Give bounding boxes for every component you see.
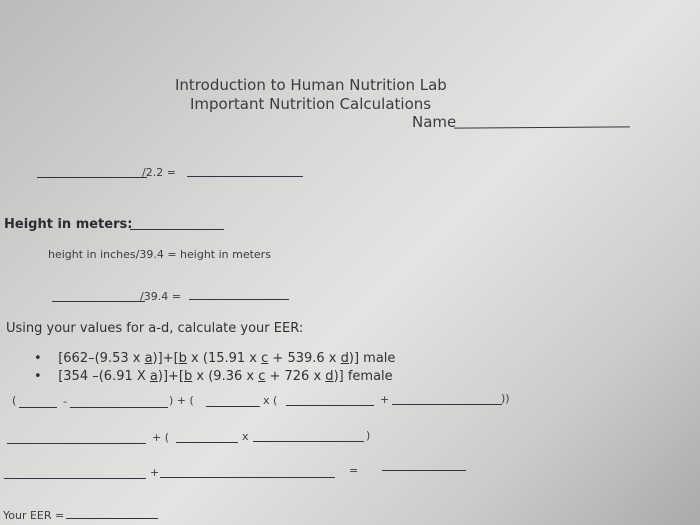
name-blank[interactable]	[454, 126, 630, 128]
female-formula: • [354 –(6.91 X a)]+[b x (9.36 x c + 726 x d)] female	[34, 369, 393, 384]
page-subtitle: Important Nutrition Calculations	[190, 95, 432, 113]
bullet: •	[34, 351, 42, 366]
height-inches-blank[interactable]	[52, 301, 145, 302]
row1-close-plus: ) + (	[169, 394, 194, 407]
row3-equals: =	[349, 464, 359, 477]
row2-blank-3[interactable]	[253, 441, 364, 442]
lab-title: Introduction to Human Nutrition Lab	[175, 76, 447, 94]
height-result-blank[interactable]	[189, 299, 289, 300]
row1-plus: +	[380, 393, 390, 406]
height-divisor: /39.4 =	[140, 290, 181, 303]
row1-blank-1[interactable]	[19, 407, 57, 408]
height-formula: height in inches/39.4 = height in meters	[48, 248, 271, 261]
name-label: Name	[412, 113, 457, 131]
row1-blank-5[interactable]	[392, 404, 502, 405]
weight-pounds-blank[interactable]	[37, 177, 147, 178]
row1-open-paren: (	[12, 394, 17, 407]
weight-divisor: /2.2 =	[142, 166, 176, 179]
row3-blank-1[interactable]	[4, 478, 146, 479]
height-heading	[4, 217, 132, 232]
row1-blank-2[interactable]	[70, 407, 168, 408]
male-formula: • [662–(9.53 x a)]+[b x (15.91 x c + 539.6 x d)] male	[34, 351, 396, 366]
row1-blank-3[interactable]	[206, 406, 260, 407]
row3-plus: +	[150, 466, 160, 479]
height-label: Height in meters:	[4, 217, 133, 232]
row2-blank-2[interactable]	[176, 442, 238, 443]
row1-end-parens: ))	[501, 392, 510, 405]
row2-blank-1[interactable]	[7, 443, 146, 444]
your-eer-label: Your EER =	[3, 509, 65, 522]
height-meters-blank[interactable]	[130, 229, 224, 230]
row2-times: x	[242, 430, 249, 443]
row2-plus-open: + (	[152, 431, 170, 444]
row1-blank-4[interactable]	[286, 405, 374, 406]
eer-instruction: Using your values for a-d, calculate your EER:	[6, 321, 304, 336]
row3-result-blank[interactable]	[382, 470, 466, 471]
row2-close-paren: )	[366, 429, 371, 442]
row1-minus: -	[63, 395, 67, 408]
row1-times-open: x (	[263, 394, 278, 407]
weight-kg-blank[interactable]	[187, 176, 303, 177]
bullet: •	[34, 369, 42, 384]
your-eer-blank[interactable]	[66, 518, 158, 519]
row3-blank-2[interactable]	[160, 477, 335, 478]
